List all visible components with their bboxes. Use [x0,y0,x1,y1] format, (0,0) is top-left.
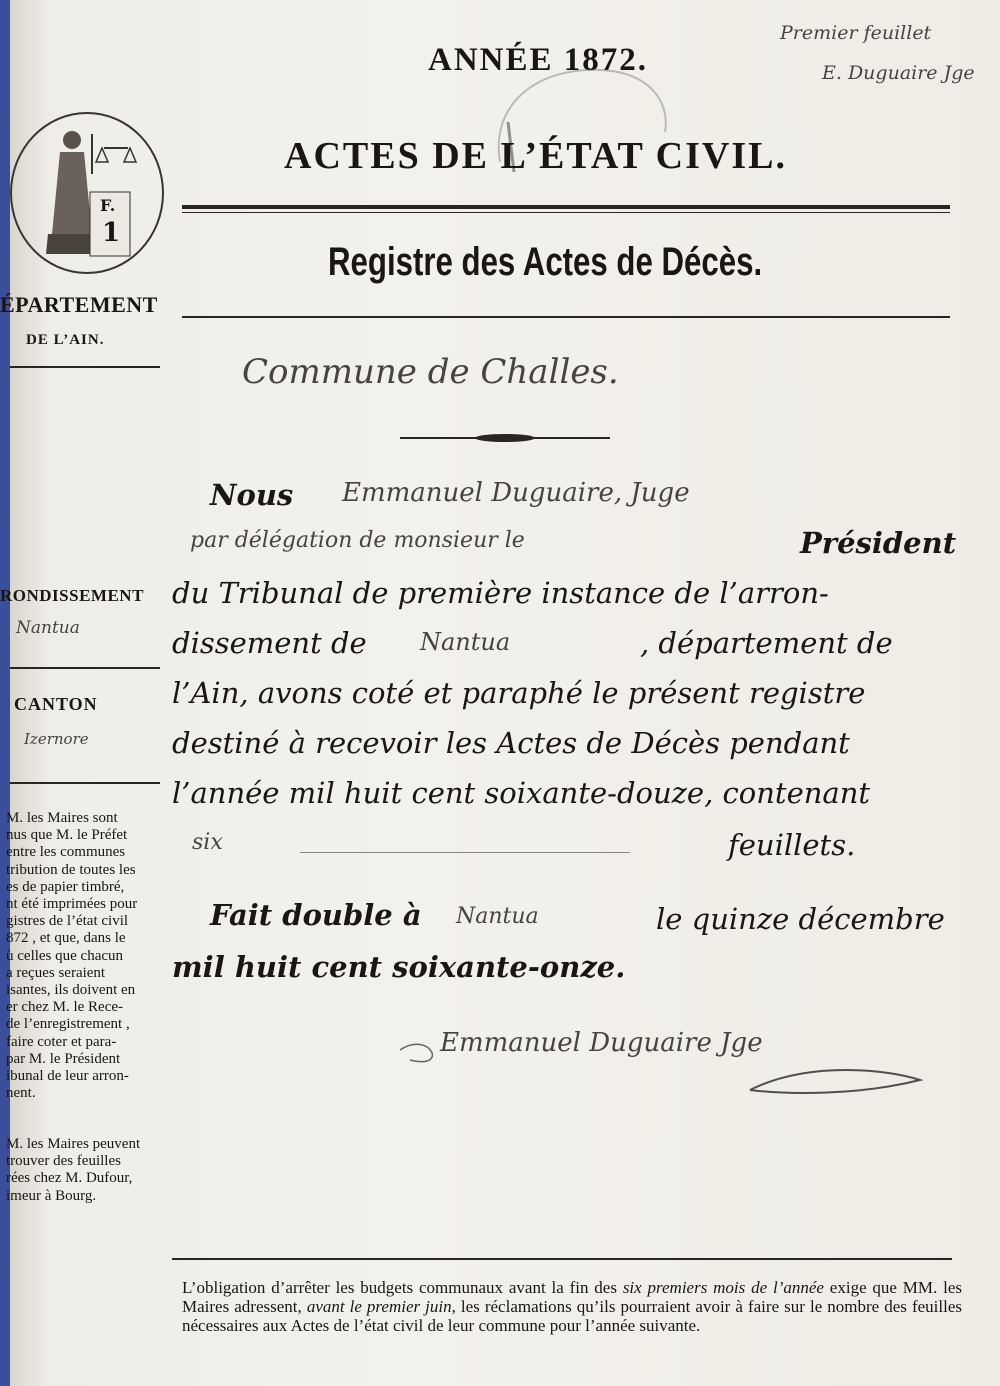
sidebar-note-1-line: gistres de l’état civil [6,913,129,930]
actes-heading: ACTES DE L’ÉTAT CIVIL. [284,135,787,177]
arrondissement-name: Nantua [420,628,511,656]
count-line [300,852,630,853]
sidebar-note-1-line: entre les communes [6,844,126,861]
departement-label: ÉPARTEMENT [0,292,158,317]
department-name: DE L’AIN. [26,332,105,348]
sidebar-note-2-line: M. les Maires peuvent [6,1136,141,1152]
place-name: Nantua [456,904,539,929]
sidebar-note-2 [6,1136,140,1205]
fait-double: Fait double à [210,898,422,932]
sidebar-note-1-line: ù celles que chacun [6,947,124,964]
footer-text-2c: , les réclamations [451,1297,572,1316]
sidebar-note-1 [6,810,137,1102]
sidebar-note-1-line: tribution de toutes les [6,861,136,878]
judge-signature: Emmanuel Duguaire Jge [440,1028,763,1058]
justice-seal [10,112,164,274]
sidebar-note-1-line: M. les Maires sont [6,810,118,826]
footer-text-1: L’obligation d’arrêter les budgets communaux avant la fin des [182,1278,617,1297]
margin-note-line1: Premier feuillet [780,22,932,44]
sidebar-note-1-line: de l’enregistrement , [6,1016,130,1033]
footer-note [182,1278,962,1335]
side-rule-1 [10,366,160,368]
sidebar-note-1-line: par M. le Président [6,1050,121,1067]
sidebar-note-1-line: nt été imprimées pour [6,896,138,913]
sidebar-note-1-line: ibunal de leur arron- [6,1068,129,1085]
canton-value: Izernore [24,730,89,748]
feuillets-word: feuillets. [728,828,856,862]
seal-mark-top: F. [100,196,116,215]
sidebar-note-1-line: 872 , et que, dans le [6,930,126,947]
footer-text-2b-italic: avant le premier juin [306,1297,452,1316]
body-line-4a: dissement de [172,626,367,660]
sheet-count: six [192,830,223,855]
heading-rule-thin [182,212,950,213]
body-line-5: l’Ain, avons coté et paraphé le présent registre [172,676,866,710]
footer-rule [172,1258,952,1260]
ornament-divider [400,428,610,448]
seal-mark-bottom: 1 [102,218,121,248]
president-word: Président [800,526,957,560]
sidebar-note-1-line: a reçues seraient [6,964,106,981]
sidebar-note-1-line: faire coter et para- [6,1033,117,1050]
title-rule [182,316,950,318]
body-line-4b: , département de [640,626,893,660]
sidebar-note-2-line: trouver des feuilles [6,1153,121,1170]
arrondissement-value: Nantua [16,618,80,638]
side-rule-2 [10,667,160,669]
side-rule-3 [10,782,160,784]
sidebar-note-1-line: isantes, ils doivent en [6,982,136,999]
sidebar-note-2-line: imeur à Bourg. [6,1187,97,1204]
body-line-7: l’année mil huit cent soixante-douze, contenant [172,776,871,810]
sidebar-note-1-line: nus que M. le Préfet [6,827,128,844]
signature-flourish [390,1020,930,1100]
heading-rule [182,205,950,209]
judge-name: Emmanuel Duguaire, Juge [342,478,690,508]
footer-text-4: l’état civil de leur commune pour l’année suivante. [353,1316,701,1335]
commune-name: Commune de Challes. [242,352,619,392]
footer-text-3: qu’ils pourraient avoir à faire sur le nombre des feuilles nécessaires aux Actes de [182,1297,962,1335]
sidebar-note-2-line: rées chez M. Dufour, [6,1170,133,1187]
nous-word: Nous [210,478,294,512]
canton-label: CANTON [14,694,98,714]
footer-text-2-italic: l’année [772,1278,824,1297]
sidebar-note-1-line: nent. [6,1085,36,1102]
register-title: Registre des Actes de Décès. [328,240,763,284]
footer-text-1-italic: six premiers mois de [622,1278,768,1297]
year-words: mil huit cent soixante-onze. [172,950,626,984]
footer-text-2: exige que MM. les Maires adressent, [182,1278,963,1316]
sidebar-note-1-line: es de papier timbré, [6,878,125,895]
sidebar-note-1-line: er chez M. le Rece- [6,999,124,1016]
year-heading: ANNÉE 1872. [428,42,649,78]
justice-figure-icon [12,114,162,272]
body-line-3: du Tribunal de première instance de l’arron- [172,576,829,610]
margin-note-line2: E. Duguaire Jge [822,62,975,84]
date-text: le quinze décembre [656,902,945,936]
body-line-6: destiné à recevoir les Actes de Décès pendant [172,726,850,760]
arrondissement-label: RONDISSEMENT [0,586,144,605]
delegation-text: par délégation de monsieur le [190,528,525,553]
